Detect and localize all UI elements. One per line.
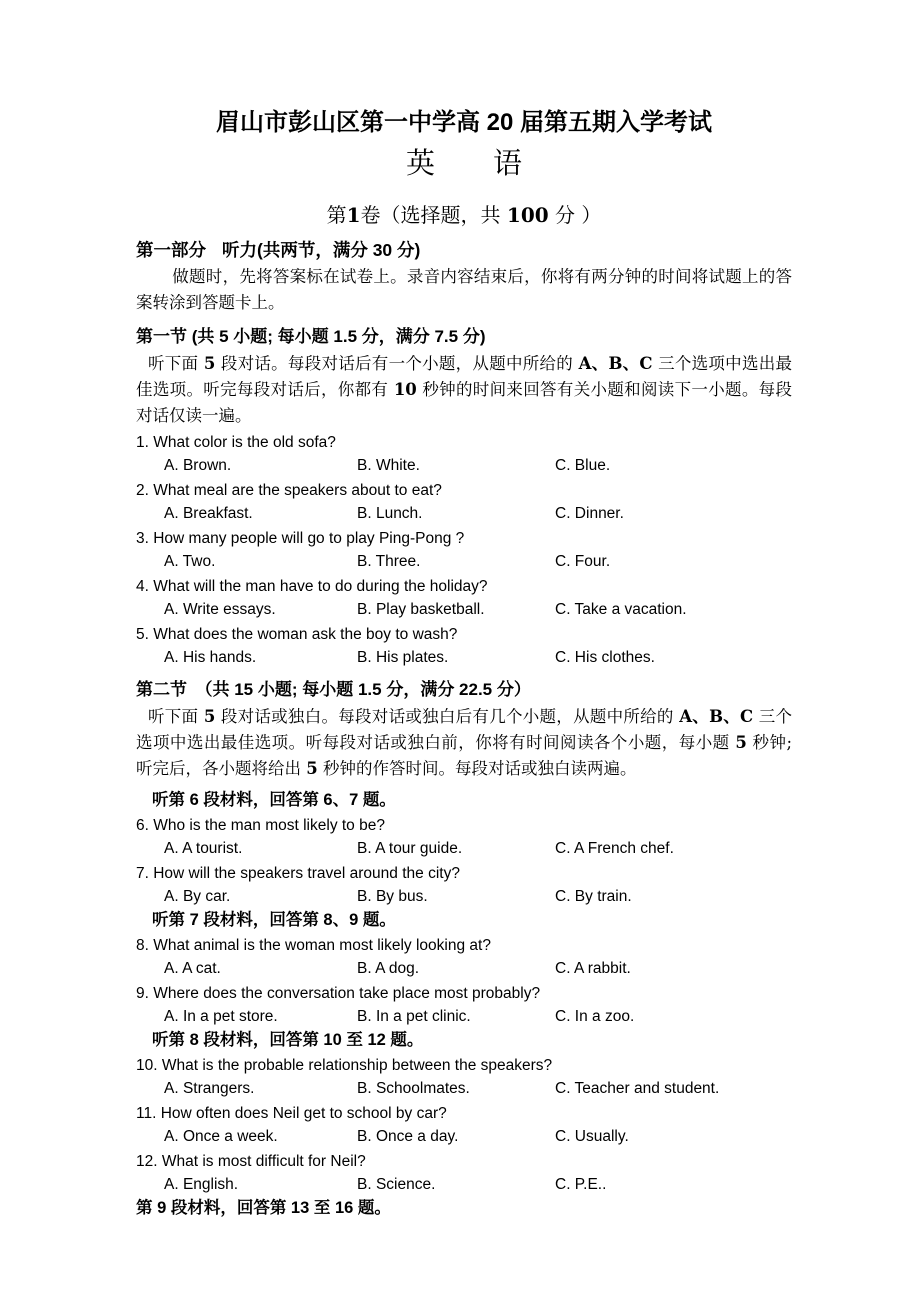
question-11-option-c: C. Usually. (555, 1128, 629, 1145)
question-6-option-b: B. A tour guide. (357, 840, 463, 857)
section2-heading: 第二节 （共 15 小题; 每小题 1.5 分，满分 22.5 分） (136, 680, 531, 699)
question-1-option-b: B. White. (357, 457, 420, 474)
question-11-option-a: A. Once a week. (164, 1128, 278, 1145)
question-5-option-b: B. His plates. (357, 649, 449, 666)
question-8-option-c: C. A rabbit. (555, 960, 631, 977)
question-9 (136, 982, 792, 1028)
question-12-option-a: A. English. (164, 1176, 239, 1193)
question-1 (136, 431, 792, 477)
question-4-option-b: B. Play basketball. (357, 601, 485, 618)
question-10-options (136, 1077, 792, 1100)
question-8-options (136, 957, 792, 980)
question-3-option-b: B. Three. (357, 553, 421, 570)
question-3 (136, 527, 792, 573)
question-7-option-c: C. By train. (555, 888, 632, 905)
question-11-options (136, 1125, 792, 1148)
question-8-text: 8. What animal is the woman most likely looking at? (136, 937, 491, 954)
question-12-option-c: C. P.E.. (555, 1176, 607, 1193)
question-9-option-b: B. In a pet clinic. (357, 1008, 471, 1025)
question-2 (136, 479, 792, 525)
subject-title: 英 语 (405, 146, 522, 180)
question-1-option-a: A. Brown. (164, 457, 232, 474)
question-12-options (136, 1173, 792, 1196)
question-6-option-c: C. A French chef. (555, 840, 674, 857)
question-6-option-a: A. A tourist. (164, 840, 243, 857)
question-5-option-c: C. His clothes. (555, 649, 655, 666)
question-10-option-a: A. Strangers. (164, 1080, 255, 1097)
question-7-options (136, 885, 792, 908)
question-5 (136, 623, 792, 669)
question-4-options (136, 598, 792, 621)
volume-header: 第1卷（选择题，共 100 分 ） (326, 203, 602, 227)
question-3-options (136, 550, 792, 573)
section1-heading: 第一节 (共 5 小题; 每小题 1.5 分，满分 7.5 分) (136, 327, 486, 346)
material-header-6: 听第 6 段材料，回答第 6、7 题。 (152, 791, 396, 809)
material-header-9: 第 9 段材料，回答第 13 至 16 题。 (136, 1199, 391, 1217)
material-header-8: 听第 8 段材料，回答第 10 至 12 题。 (152, 1031, 424, 1049)
question-9-option-a: A. In a pet store. (164, 1008, 278, 1025)
question-5-option-a: A. His hands. (164, 649, 257, 666)
question-12 (136, 1150, 792, 1196)
question-10-option-b: B. Schoolmates. (357, 1080, 470, 1097)
question-6-options (136, 837, 792, 860)
part1-heading-label: 第一部分 (136, 240, 206, 260)
part1-note: 做题时，先将答案标在试卷上。录音内容结束后，你将有两分钟的时间将试题上的答案转涂到答题卡上。 (136, 267, 792, 312)
question-10-text: 10. What is the probable relationship between the speakers? (136, 1057, 553, 1074)
question-8-option-b: B. A dog. (357, 960, 420, 977)
part1-heading-detail: 听力(共两节，满分 30 分) (222, 240, 421, 260)
question-3-option-c: C. Four. (555, 553, 611, 570)
question-9-text: 9. Where does the conversation take place most probably? (136, 985, 541, 1002)
question-2-option-b: B. Lunch. (357, 505, 423, 522)
exam-title: 眉山市彭山区第一中学高 20 届第五期入学考试 (215, 109, 713, 136)
question-6 (136, 814, 792, 860)
question-7 (136, 862, 792, 908)
question-2-options (136, 502, 792, 525)
question-4-text: 4. What will the man have to do during the holiday? (136, 578, 488, 595)
question-8 (136, 934, 792, 980)
question-5-text: 5. What does the woman ask the boy to wash? (136, 626, 458, 643)
question-7-text: 7. How will the speakers travel around the city? (136, 865, 460, 882)
part1-heading (136, 238, 792, 262)
material-header-7: 听第 7 段材料，回答第 8、9 题。 (152, 911, 396, 929)
question-7-option-a: A. By car. (164, 888, 231, 905)
question-1-options (136, 454, 792, 477)
question-4-option-a: A. Write essays. (164, 601, 276, 618)
question-8-option-a: A. A cat. (164, 960, 221, 977)
section2-note: 听下面 5 段对话或独白。每段对话或独白后有几个小题，从题中所给的 A、B、C 三个选项中选出最佳选项。听每段对话或独白前，你将有时间阅读各个小题，每小题 5 秒钟; 听完后，各小题将给出 5 秒钟的作答时间。每段对话或独白读两遍。 (136, 707, 792, 778)
question-6-text: 6. Who is the man most likely to be? (136, 817, 385, 834)
question-3-text: 3. How many people will go to play Ping-Pong ? (136, 530, 465, 547)
question-3-option-a: A. Two. (164, 553, 216, 570)
question-2-option-c: C. Dinner. (555, 505, 624, 522)
question-11 (136, 1102, 792, 1148)
question-11-option-b: B. Once a day. (357, 1128, 459, 1145)
question-4 (136, 575, 792, 621)
question-9-option-c: C. In a zoo. (555, 1008, 635, 1025)
question-2-option-a: A. Breakfast. (164, 505, 253, 522)
question-1-text: 1. What color is the old sofa? (136, 434, 336, 451)
question-10 (136, 1054, 792, 1100)
question-12-text: 12. What is most difficult for Neil? (136, 1153, 366, 1170)
section1-note: 听下面 5 段对话。每段对话后有一个小题，从题中所给的 A、B、C 三个选项中选出最佳选项。听完每段对话后，你都有 10 秒钟的时间来回答有关小题和阅读下一小题。每段对话仅读一遍。 (136, 354, 793, 425)
question-1-option-c: C. Blue. (555, 457, 611, 474)
question-9-options (136, 1005, 792, 1028)
question-2-text: 2. What meal are the speakers about to eat? (136, 482, 442, 499)
question-4-option-c: C. Take a vacation. (555, 601, 687, 618)
question-10-option-c: C. Teacher and student. (555, 1080, 720, 1097)
question-7-option-b: B. By bus. (357, 888, 428, 905)
question-12-option-b: B. Science. (357, 1176, 436, 1193)
question-11-text: 11. How often does Neil get to school by car? (136, 1105, 447, 1122)
question-5-options (136, 646, 792, 669)
